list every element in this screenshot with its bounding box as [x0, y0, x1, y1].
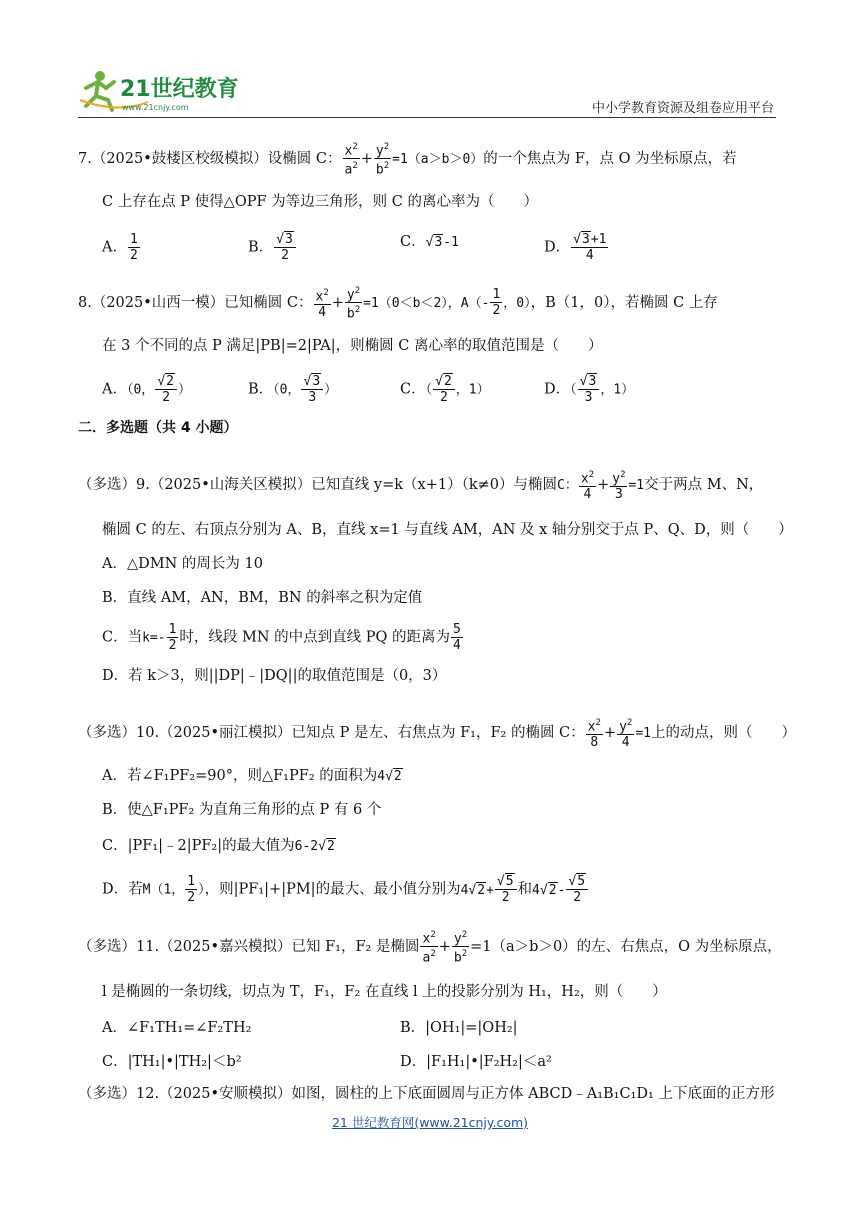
q12-stem-line1: （多选）12.（2025•安顺模拟）如图，圆柱的上下底面圆周与正方体 ABCD﹣A₁B₁C₁D₁ 上下底面的正方形 [78, 1086, 775, 1102]
q8-option-b[interactable]: B．（0， $\frac{√3}{3}$ ） [248, 374, 338, 405]
footer-link[interactable]: 21 世纪教育网(www.21cnjy.com) [331, 1115, 529, 1130]
q9-option-d[interactable]: D．若 k＞3，则||DP|﹣|DQ||的取值范围是（0，3） [102, 668, 447, 684]
q8-option-a[interactable]: A．（0， $\frac{√2}{2}$ ） [102, 374, 191, 405]
platform-tagline: 中小学教育资源及组卷应用平台 [591, 101, 774, 116]
q10-option-a[interactable]: A．若∠F₁PF₂=90°，则△F₁PF₂ 的面积为4√2 [102, 768, 402, 784]
q11-stem-line1: （多选）11.（2025•嘉兴模拟）已知 F₁，F₂ 是椭圆 $\frac{x^2}{a^2}$ + $\frac{y^2}{b^2}$ =1（a＞b＞0）的左、右焦点，O 为坐标原点， [78, 930, 782, 966]
q7-stem-line2: C 上存在点 P 使得△OPF 为等边三角形，则 C 的离心率为（ ） [102, 194, 538, 210]
q11-option-c[interactable]: C．|TH₁|•|TH₂|＜b² [102, 1054, 242, 1070]
q9-option-c[interactable]: C．当k=- $\frac{1}{2}$ 时，线段 MN 的中点到直线 PQ 的距离为 $\frac{5}{4}$ [102, 622, 461, 653]
q10-option-d[interactable]: D．若M（1， $\frac{1}{2}$ ），则|PF₁|+|PM|的最大、最小值分别为4√2+ $\frac{√5}{2}$ 和4√2- $\frac{√5}{2}$ [102, 874, 589, 905]
header-divider [78, 117, 776, 118]
q7-option-c[interactable]: C．√3-1 [400, 234, 459, 250]
q10-option-c[interactable]: C．|PF₁|﹣2|PF₂|的最大值为6-2√2 [102, 838, 335, 854]
q8-stem-line1: 8.（2025•山西一模）已知椭圆 C： $\frac{x^2}{4}$ + $\frac{y^2}{b^2}$ =1（0＜b＜2），A（- $\frac{1}{2}$ ，0），B（1，0），若椭圆 C 上存 [78, 286, 718, 322]
q10-option-b[interactable]: B．使△F₁PF₂ 为直角三角形的点 P 有 6 个 [102, 802, 382, 818]
fraction: $\frac{x^2}{a^2}$ [344, 142, 358, 178]
q11-stem-line2: l 是椭圆的一条切线，切点为 T，F₁，F₂ 在直线 l 上的投影分别为 H₁，H₂，则（ ） [102, 984, 667, 1000]
q9-stem-line1: （多选）9.（2025•山海关区模拟）已知直线 y=k（x+1）（k≠0）与椭圆C： $\frac{x^2}{4}$ + $\frac{y^2}{3}$ =1交于两点 M、N， [78, 470, 764, 503]
q8-stem-line2: 在 3 个不同的点 P 满足|PB|=2|PA|，则椭圆 C 离心率的取值范围是（ ） [102, 338, 603, 354]
site-logo [78, 66, 248, 116]
q9-option-a[interactable]: A．△DMN 的周长为 10 [102, 556, 263, 572]
q10-stem-line1: （多选）10.（2025•丽江模拟）已知点 P 是左、右焦点为 F₁，F₂ 的椭圆 C： $\frac{x^2}{8}$ + $\frac{y^2}{4}$ =1上的动点，则（ ） [78, 718, 796, 751]
fraction: $\frac{x^2}{4}$ [315, 287, 329, 320]
q8-option-d[interactable]: D．（ $\frac{√3}{3}$ ，1） [544, 374, 635, 405]
logo-text: 21世纪教育 [120, 77, 239, 102]
q8-option-c[interactable]: C．（ $\frac{√2}{2}$ ，1） [400, 374, 490, 405]
q11-option-d[interactable]: D．|F₁H₁|•|F₂H₂|＜a² [400, 1054, 552, 1070]
q11-option-b[interactable]: B．|OH₁|=|OH₂| [400, 1020, 518, 1036]
section-heading: 二．多选题（共 4 小题） [78, 420, 238, 436]
q7-option-a[interactable]: A． $\frac{1}{2}$ [102, 232, 138, 263]
q7-stem-line1: 7.（2025•鼓楼区校级模拟）设椭圆 C： $\frac{x^2}{a^2}$ + $\frac{y^2}{b^2}$ =1（a＞b＞0）的一个焦点为 F，点 O 为坐标原点，若 [78, 142, 737, 178]
q11-option-a[interactable]: A．∠F₁TH₁=∠F₂TH₂ [102, 1020, 252, 1036]
q7-option-b[interactable]: B． $\frac{√3}{2}$ [248, 232, 297, 263]
q9-stem-line2: 椭圆 C 的左、右顶点分别为 A、B，直线 x=1 与直线 AM，AN 及 x 轴分别交于点 P、Q、D，则（ ） [102, 522, 793, 538]
logo-url: www.21cnjy.com [122, 103, 189, 112]
fraction: $\frac{y^2}{b^2}$ [346, 286, 361, 322]
q9-option-b[interactable]: B．直线 AM，AN，BM，BN 的斜率之积为定值 [102, 590, 423, 606]
fraction: $\frac{y^2}{b^2}$ [375, 142, 390, 178]
q7-option-d[interactable]: D． $\frac{√3+1}{4}$ [544, 232, 607, 263]
